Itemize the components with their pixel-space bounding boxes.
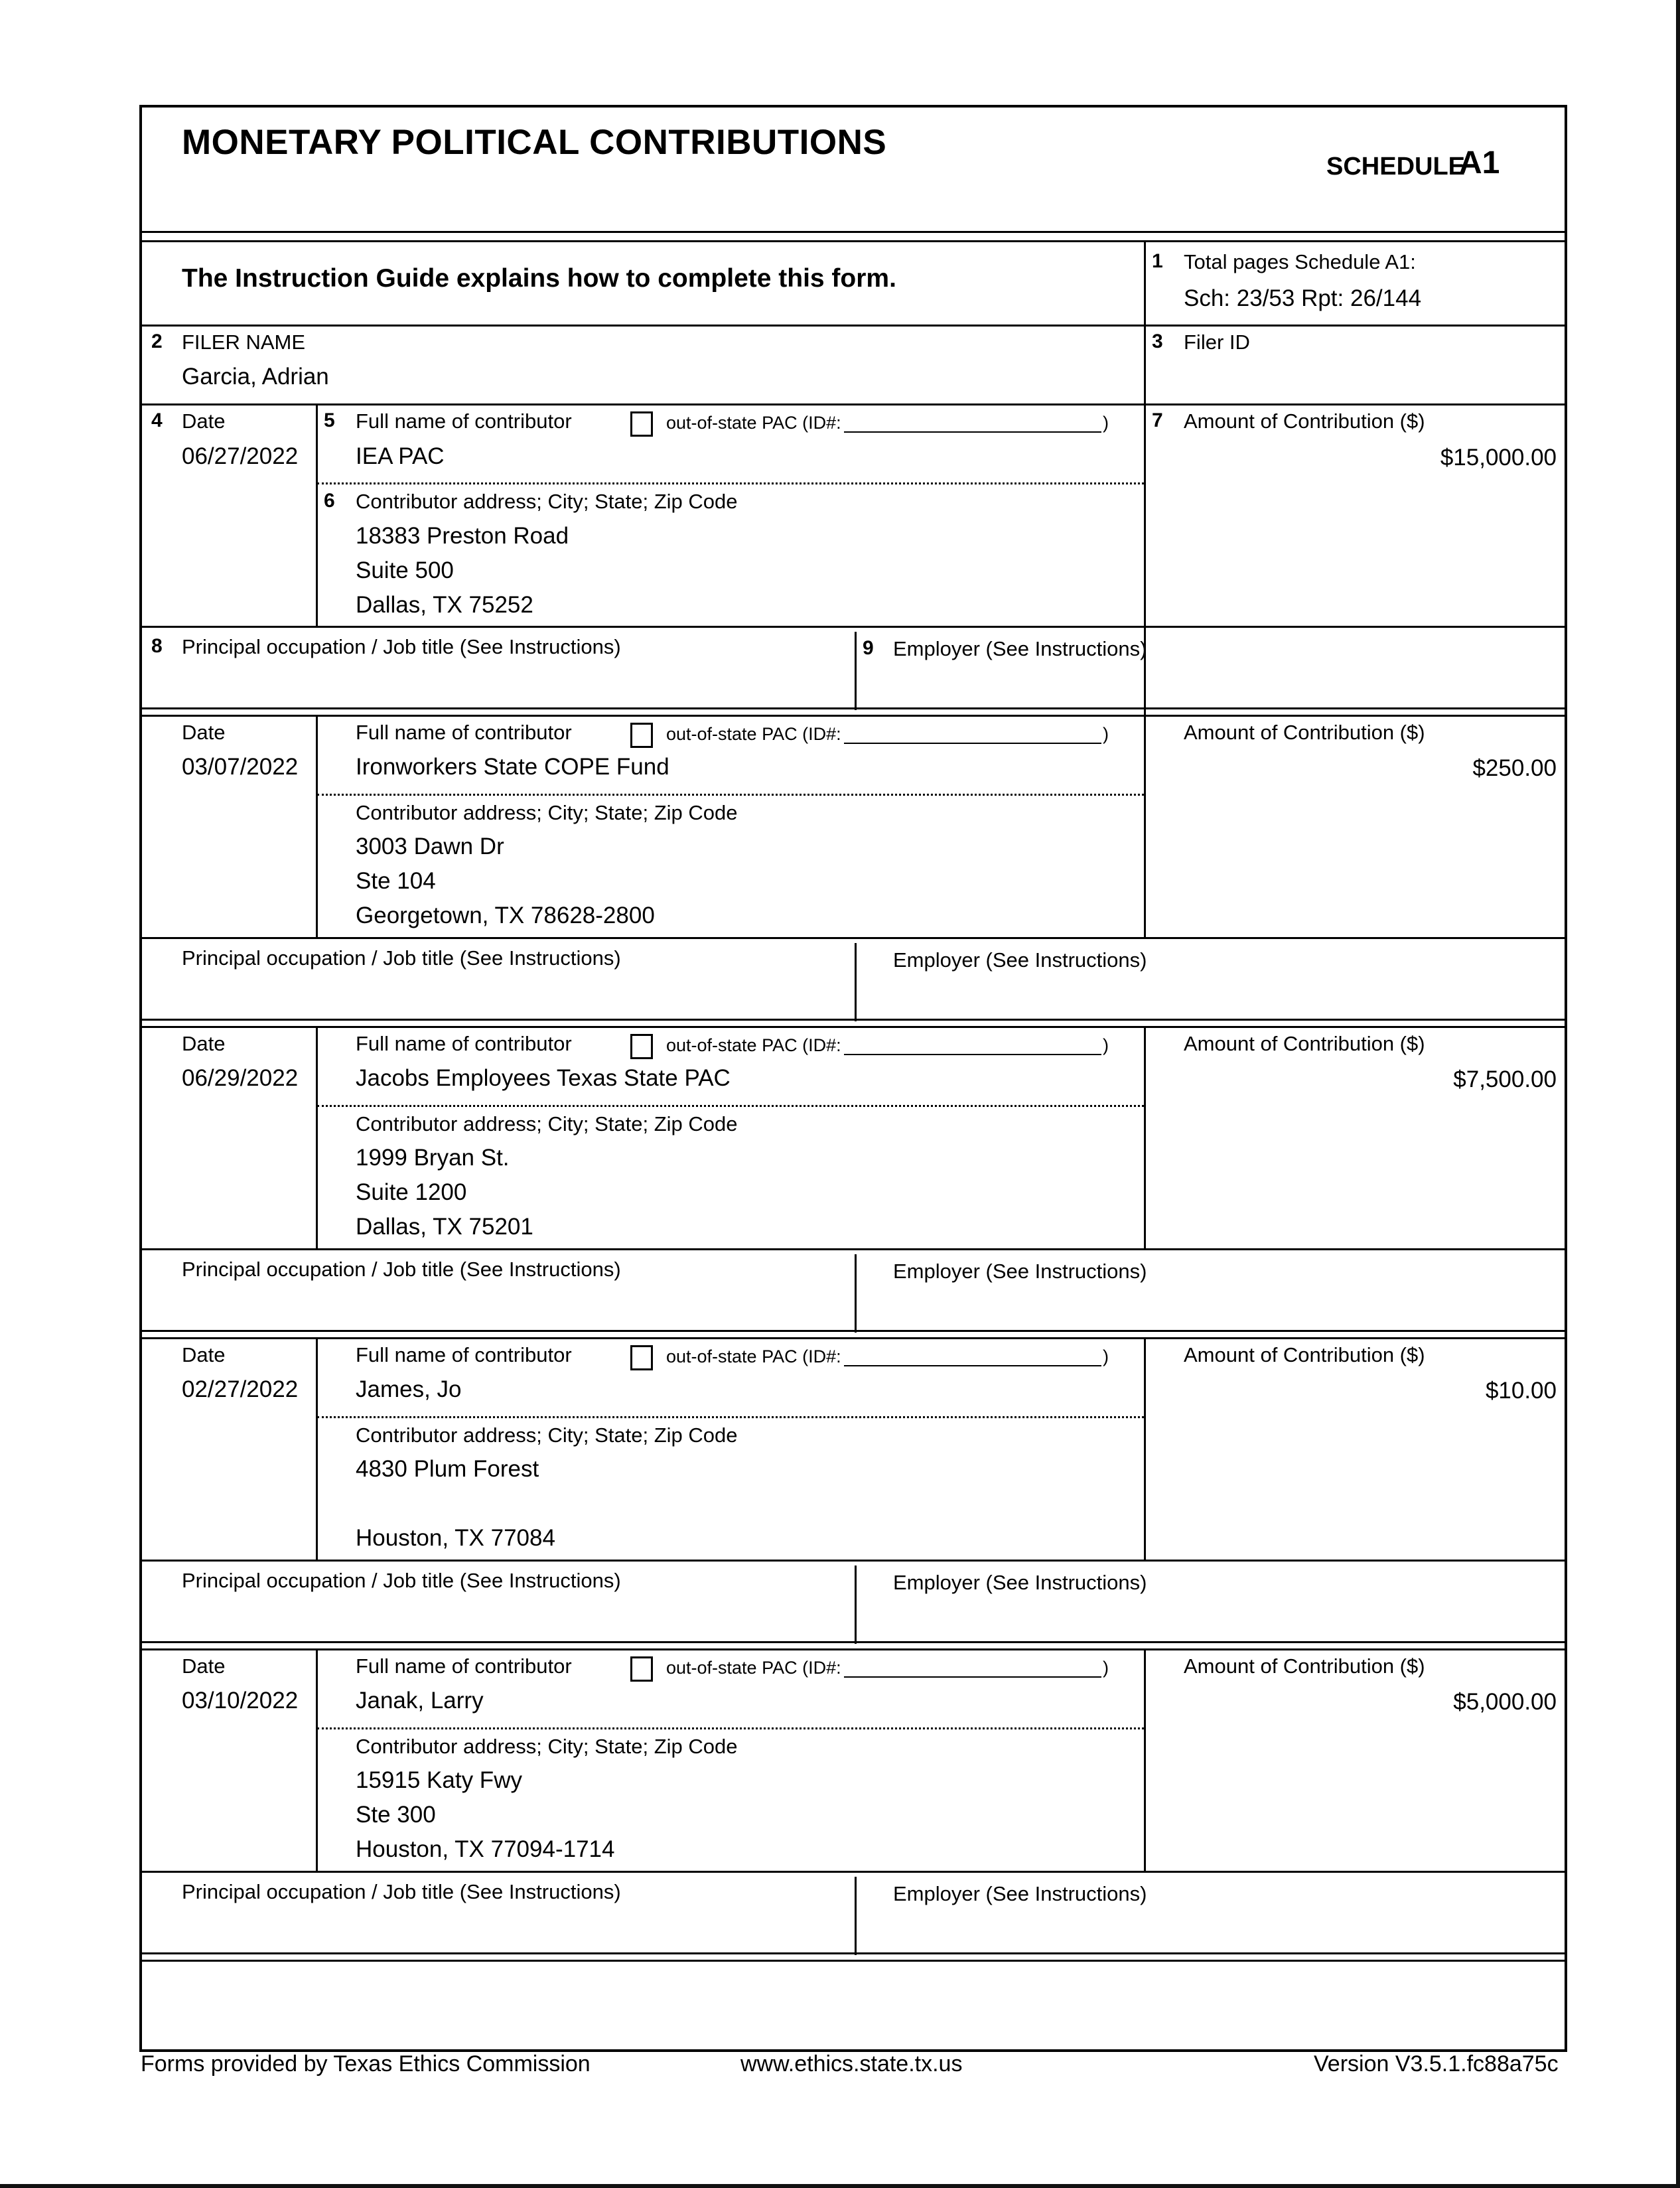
schedule-label: SCHEDULE xyxy=(1326,153,1466,181)
contribution-date: 06/29/2022 xyxy=(182,1065,299,1091)
field-number-3: 3 xyxy=(1152,330,1163,352)
field-number-4: 4 xyxy=(151,409,163,431)
address-label: Contributor address; City; State; Zip Code xyxy=(356,490,738,513)
amount-column-divider xyxy=(1144,1337,1146,1560)
out-of-state-pac-checkbox[interactable] xyxy=(630,723,653,748)
field-number-9: 9 xyxy=(863,637,874,659)
occupation-employer-divider xyxy=(855,943,857,1021)
row-divider-filer xyxy=(142,403,1565,405)
full-name-label: Full name of contributor xyxy=(356,409,572,433)
schedule-a1-form xyxy=(139,105,1567,2052)
block-5-end-b xyxy=(142,1960,1565,1962)
amount-label: Amount of Contribution ($) xyxy=(1184,1343,1425,1366)
address-line-2: Ste 104 xyxy=(356,868,436,894)
filer-name-label: FILER NAME xyxy=(182,330,306,354)
block-4-end-b xyxy=(142,1648,1565,1650)
date-label: Date xyxy=(182,1343,226,1366)
employer-label: Employer (See Instructions) xyxy=(893,1571,1147,1594)
address-label: Contributor address; City; State; Zip Code xyxy=(356,801,738,824)
occupation-label: Principal occupation / Job title (See Instructions) xyxy=(182,946,621,970)
amount-column-divider xyxy=(1144,1026,1146,1248)
block-2-end-b xyxy=(142,1026,1565,1028)
name-address-divider xyxy=(317,1416,1144,1418)
out-of-state-pac-checkbox[interactable] xyxy=(630,1345,653,1370)
employer-label: Employer (See Instructions) xyxy=(893,948,1147,972)
amount-column-divider xyxy=(1144,1648,1146,1871)
contribution-date: 02/27/2022 xyxy=(182,1376,299,1402)
out-of-state-pac-label: out-of-state PAC (ID#: xyxy=(666,413,841,433)
amount-label: Amount of Contribution ($) xyxy=(1184,721,1425,744)
name-address-divider xyxy=(317,1727,1144,1729)
occupation-label: Principal occupation / Job title (See Instructions) xyxy=(182,635,621,658)
schedule-code: A1 xyxy=(1459,145,1500,181)
address-line-2: Ste 300 xyxy=(356,1802,436,1828)
contribution-amount: $15,000.00 xyxy=(1440,445,1557,471)
field-number-2: 2 xyxy=(151,330,163,352)
address-line-2: Suite 1200 xyxy=(356,1179,467,1205)
date-column-divider xyxy=(316,715,318,937)
block-5-end-a xyxy=(142,1952,1565,1954)
address-label: Contributor address; City; State; Zip Code xyxy=(356,1735,738,1758)
full-name-label: Full name of contributor xyxy=(356,1343,572,1366)
employer-label: Employer (See Instructions) xyxy=(893,637,1147,660)
contribution-date: 03/10/2022 xyxy=(182,1688,299,1714)
contribution-date: 03/07/2022 xyxy=(182,754,299,780)
occupation-employer-divider xyxy=(855,1877,857,1955)
date-column-divider xyxy=(316,403,318,626)
occupation-label: Principal occupation / Job title (See Instructions) xyxy=(182,1569,621,1592)
contributor-name: James, Jo xyxy=(356,1376,462,1402)
pac-id-line xyxy=(844,1676,1101,1678)
name-address-divider xyxy=(317,794,1144,796)
address-line-1: 3003 Dawn Dr xyxy=(356,834,504,859)
out-of-state-pac-label: out-of-state PAC (ID#: xyxy=(666,1347,841,1366)
block-1-end-a xyxy=(142,707,1565,709)
address-line-2: Suite 500 xyxy=(356,557,454,583)
date-label: Date xyxy=(182,409,226,433)
footer-provider: Forms provided by Texas Ethics Commission xyxy=(141,2051,591,2077)
scan-edge-bottom xyxy=(0,2184,1680,2188)
out-of-state-pac-label: out-of-state PAC (ID#: xyxy=(666,1035,841,1055)
contributor-name: IEA PAC xyxy=(356,443,445,469)
contributor-name: Jacobs Employees Texas State PAC xyxy=(356,1065,731,1091)
amount-label: Amount of Contribution ($) xyxy=(1184,1032,1425,1055)
address-line-3: Dallas, TX 75252 xyxy=(356,592,533,618)
pac-id-line xyxy=(844,1365,1101,1366)
contribution-amount: $250.00 xyxy=(1472,755,1557,781)
date-label: Date xyxy=(182,1654,226,1678)
amount-label: Amount of Contribution ($) xyxy=(1184,1654,1425,1678)
field-number-6: 6 xyxy=(324,490,335,512)
contributor-name: Janak, Larry xyxy=(356,1688,484,1714)
block-1-end-b xyxy=(142,715,1565,717)
out-of-state-pac-label: out-of-state PAC (ID#: xyxy=(666,724,841,744)
full-name-label: Full name of contributor xyxy=(356,1032,572,1055)
block-5-mid-divider xyxy=(142,1871,1565,1873)
name-address-divider xyxy=(317,482,1144,484)
occupation-employer-divider xyxy=(855,1566,857,1644)
address-line-3: Dallas, TX 75201 xyxy=(356,1214,533,1240)
date-column-divider xyxy=(316,1337,318,1560)
pac-id-line xyxy=(844,431,1101,433)
field-number-5: 5 xyxy=(324,409,335,431)
amount-column-divider xyxy=(1144,715,1146,937)
header-divider-2 xyxy=(142,240,1565,242)
pac-id-line xyxy=(844,1054,1101,1055)
pac-close-paren: ) xyxy=(1103,1658,1109,1678)
filer-name-value: Garcia, Adrian xyxy=(182,364,329,390)
address-label: Contributor address; City; State; Zip Code xyxy=(356,1112,738,1135)
employer-label: Employer (See Instructions) xyxy=(893,1260,1147,1283)
field-number-7: 7 xyxy=(1152,409,1163,431)
address-line-1: 18383 Preston Road xyxy=(356,523,569,549)
block-2-mid-divider xyxy=(142,937,1565,939)
form-title: MONETARY POLITICAL CONTRIBUTIONS xyxy=(182,123,887,162)
occupation-employer-divider xyxy=(855,632,857,710)
address-line-1: 4830 Plum Forest xyxy=(356,1456,539,1482)
date-column-divider xyxy=(316,1026,318,1248)
row-divider-instruction xyxy=(142,325,1565,327)
instruction-text: The Instruction Guide explains how to complete this form. xyxy=(182,264,896,293)
address-line-3: Houston, TX 77094-1714 xyxy=(356,1836,615,1862)
pac-close-paren: ) xyxy=(1103,413,1109,433)
address-line-1: 1999 Bryan St. xyxy=(356,1145,510,1171)
scan-edge-right xyxy=(1676,0,1680,2188)
full-name-label: Full name of contributor xyxy=(356,1654,572,1678)
pac-close-paren: ) xyxy=(1103,1035,1109,1055)
contributor-name: Ironworkers State COPE Fund xyxy=(356,754,669,780)
block-1-mid-divider xyxy=(142,626,1565,628)
footer-url: www.ethics.state.tx.us xyxy=(740,2051,963,2077)
block-4-mid-divider xyxy=(142,1560,1565,1562)
out-of-state-pac-checkbox[interactable] xyxy=(630,411,653,437)
contribution-amount: $5,000.00 xyxy=(1453,1689,1557,1715)
out-of-state-pac-checkbox[interactable] xyxy=(630,1656,653,1682)
pac-close-paren: ) xyxy=(1103,1347,1109,1366)
pac-close-paren: ) xyxy=(1103,724,1109,744)
amount-label: Amount of Contribution ($) xyxy=(1184,409,1425,433)
field-number-8: 8 xyxy=(151,635,163,657)
address-line-3: Georgetown, TX 78628-2800 xyxy=(356,903,655,928)
occupation-employer-divider xyxy=(855,1254,857,1333)
field-number-1: 1 xyxy=(1152,250,1163,272)
total-pages-value: Sch: 23/53 Rpt: 26/144 xyxy=(1184,285,1422,311)
out-of-state-pac-checkbox[interactable] xyxy=(630,1034,653,1059)
full-name-label: Full name of contributor xyxy=(356,721,572,744)
footer-version: Version V3.5.1.fc88a75c xyxy=(1314,2051,1559,2077)
address-line-3: Houston, TX 77084 xyxy=(356,1525,555,1551)
occupation-label: Principal occupation / Job title (See Instructions) xyxy=(182,1258,621,1281)
date-label: Date xyxy=(182,1032,226,1055)
contribution-amount: $7,500.00 xyxy=(1453,1066,1557,1092)
header-divider-1 xyxy=(142,231,1565,233)
name-address-divider xyxy=(317,1105,1144,1107)
date-column-divider xyxy=(316,1648,318,1871)
out-of-state-pac-label: out-of-state PAC (ID#: xyxy=(666,1658,841,1678)
block-3-end-a xyxy=(142,1330,1565,1332)
address-label: Contributor address; City; State; Zip Code xyxy=(356,1423,738,1447)
block-4-end-a xyxy=(142,1641,1565,1643)
occupation-label: Principal occupation / Job title (See Instructions) xyxy=(182,1880,621,1903)
block-3-mid-divider xyxy=(142,1248,1565,1250)
employer-label: Employer (See Instructions) xyxy=(893,1882,1147,1905)
total-pages-label: Total pages Schedule A1: xyxy=(1184,250,1416,273)
address-line-1: 15915 Katy Fwy xyxy=(356,1767,522,1793)
date-label: Date xyxy=(182,721,226,744)
filer-id-label: Filer ID xyxy=(1184,330,1250,354)
block-3-end-b xyxy=(142,1337,1565,1339)
contribution-date: 06/27/2022 xyxy=(182,443,299,469)
contribution-amount: $10.00 xyxy=(1485,1378,1557,1404)
block-2-end-a xyxy=(142,1019,1565,1021)
pac-id-line xyxy=(844,743,1101,744)
